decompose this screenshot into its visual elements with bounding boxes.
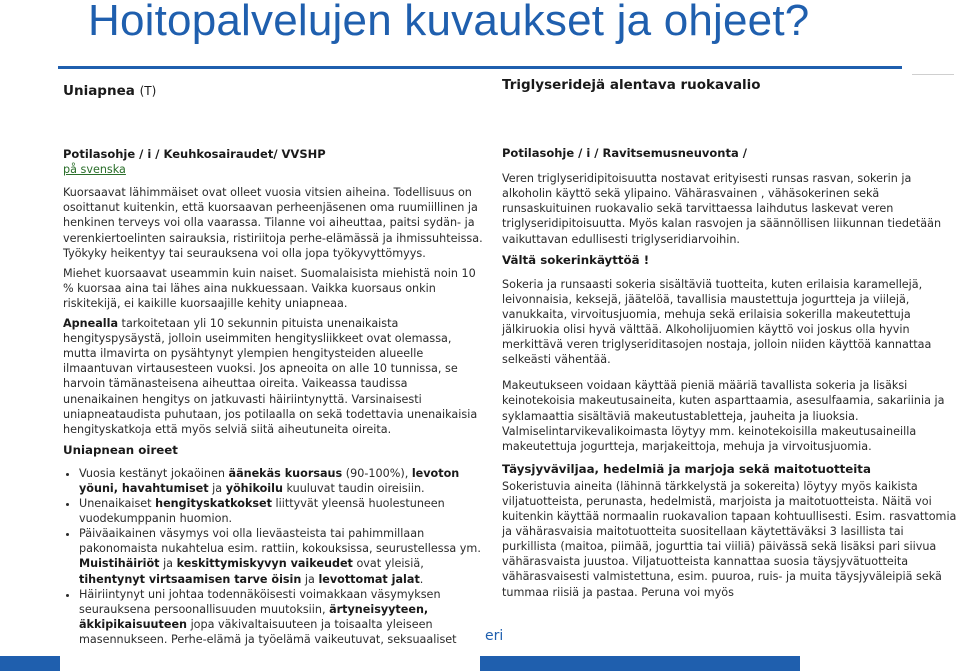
emphasis: levoton yöuni, havahtumiset <box>79 466 460 495</box>
list-item <box>79 526 483 586</box>
emphasis: tihentynyt virtsaamisen tarve öisin <box>79 572 302 586</box>
left-heading <box>63 84 483 99</box>
sugar-heading: Vältä sokerinkäyttöä ! <box>502 252 650 267</box>
text: ja <box>301 572 319 586</box>
right-para-3: Makeutukseen voidaan käyttää pieniä määriä tavallista sokeria ja lisäksi keinotekoisia makeutusaineita, kuten asparttaamia, asesulfaamia, sakariinia ja syklamaattia sisältäviä makeutustabletteja, jauheita ja liuoksia. Valmiselintarvikevalikoimasta löytyy mm. keinotekoisilla makeutusaineilla makeutettuja jogurtteja, marjakeittoja, mehuja ja virvoitusjuomia. <box>502 379 945 453</box>
left-para-1: Kuorsaavat lähimmäiset ovat olleet vuosia vitsien aiheina. Todellisuus on osoittanut kuitenkin, että kuorsaavan perheenjäsenen oma ruumiillinen ja henkinen terveys voi olla vaarassa. Tilanne voi aiheuttaa, paitsi sydän- ja verenkiertoelinten sairauksia, ristiriitoja perhe-elämässä ja ihmissuhteissa. Työkyky heikentyy tai seurauksena voi olla jopa työkyvyttömyys. <box>63 186 483 260</box>
title-underline <box>58 66 902 69</box>
text: kuuluvat taudin oireisiin. <box>282 481 425 495</box>
text: ovat yleisiä, <box>352 557 424 571</box>
text: ja <box>208 481 226 495</box>
text: (90-100%), <box>342 466 412 480</box>
left-para-3 <box>63 316 483 437</box>
text: Unenaikaiset <box>79 497 156 511</box>
right-breadcrumb: Potilasohje / i / Ravitsemusneuvonta / <box>502 146 747 161</box>
left-para-3-text: tarkoitetaan yli 10 sekunnin pituista unenaikaista hengityspysäystä, jolloin useimmiten hengitysliikkeet ovat olemassa, mutta ilmavirta on pysähtynyt ylempien hengitysteiden alueelle ilmaantuvan virtausesteen vuoksi. Jos apneoita on alle 10 tunnissa, se harvoin tämänasteisena aiheuttaa oireita. Vaikeassa taudissa unenaikainen hengitys on jatkuvasti häiriintynyttä. Varsinaisesti uniapneataudista puhutaan, jos potilaalla on sekä todettavia unenaikaisia hengityskatkoja että myös selviä siitä aiheutuneita oireita. <box>63 317 478 436</box>
text: Häiriintynyt uni johtaa todennäköisesti voimakkaan väsymyksen seurauksena persoonallisuuden muutoksiin, <box>79 587 441 616</box>
left-heading-tag: (T) <box>139 84 157 98</box>
emphasis: ärtyneisyyteen, äkkipikaisuuteen <box>79 602 429 631</box>
list-item <box>79 466 483 496</box>
emphasis: Muistihäiriöt <box>79 557 160 571</box>
apnea-term: Apnealla <box>63 317 118 331</box>
right-document <box>502 78 958 600</box>
list-item <box>79 587 483 647</box>
right-heading: Triglyseridejä alentava ruokavalio <box>502 77 761 93</box>
text: Päiväaikainen väsymys voi olla lieväasteista tai pahimmillaan pakonomaista nukahtelua esim. rattiin, kokouksissa, seurustellessa ym. <box>79 527 481 556</box>
emphasis: keskittymiskyvyn vaikeudet <box>176 557 353 571</box>
text: . <box>419 572 424 586</box>
footer-fragment: eri <box>485 628 504 644</box>
symptoms-heading: Uniapnean oireet <box>63 442 178 457</box>
left-breadcrumb: Potilasohje / i / Keuhkosairaudet/ VVSHP <box>63 147 326 162</box>
emphasis: yöhikoilu <box>225 481 283 495</box>
symptoms-list <box>63 466 483 647</box>
bottom-bar-left <box>0 656 60 671</box>
right-para-1: Veren triglyseridipitoisuutta nostavat erityisesti runsas rasvan, sokerin ja alkoholin käyttö sekä ylipaino. Vähärasvainen , vähäsokerinen sekä runsaskuituinen ruokavalio sekä tarvittaessa laihdutus laskevat veren triglyseridipitoisuutta. Myös kalan rasvojen ja säännöllisen liikunnan tiedetään vaikuttavan edullisesti triglyseridiarvoihin. <box>502 172 942 246</box>
left-para-2: Miehet kuorsaavat useammin kuin naiset. Suomalaisista miehistä noin 10 % kuorsaa aina tai lähes aina nukkuessaan. Vaikka kuorsaus onkin riskitekijä, ei kaikille kuorsaajille kehity uniapneaa. <box>63 266 476 310</box>
emphasis: levottomat jalat <box>318 572 420 586</box>
left-document <box>63 80 483 647</box>
emphasis: hengityskatkokset <box>155 497 272 511</box>
text: liittyvät yleensä huolestuneen vuodekumppanin huomion. <box>79 497 445 526</box>
text: ja <box>159 557 177 571</box>
slide-title: Hoitopalvelujen kuvaukset ja ohjeet? <box>88 0 810 45</box>
swedish-link[interactable]: på svenska <box>63 163 126 177</box>
emphasis: äänekäs kuorsaus <box>228 466 343 480</box>
left-heading-text: Uniapnea <box>63 83 135 99</box>
divider <box>912 74 954 75</box>
text: Vuosia kestänyt jokaöinen <box>79 466 229 480</box>
right-para-4: Sokeristuvia aineita (lähinnä tärkkelystä ja sokereita) löytyy myös kaikista viljatuotteista, perunasta, hedelmistä, marjoista ja maitotuotteista. Näitä voi kuitenkin käyttää normaalin ruokavalion tapaan kohtuullisesti. Esim. rasvattomia ja vähärasvaisia maitotuotteita suositellaan käytettäväksi 3 lasillista tai purkillista (maitoa, piimää, jogurttia tai viiliä) päivässä sekä lisäksi pari siivua vähärasvaista juustoa. Viljatuotteista kannattaa suosia täysjyvätuotteita vähärasvaisesti valmistettuna, esim. puuroa, ruis- ja muita täysjyväleipiä sekä tummaa riisiä ja pastaa. Peruna voi myös <box>502 479 957 599</box>
text: jopa väkivaltaisuuteen ja toisaalta yleiseen masennukseen. Perhe-elämä ja työelämä vaikeutuvat, seksuaaliset <box>79 617 457 646</box>
bottom-bar-center <box>480 656 800 671</box>
right-para-2: Sokeria ja runsaasti sokeria sisältäviä tuotteita, kuten erilaisia karamellejä, leivonnaisia, keksejä, jäätelöä, tavallisia maustettuja jogurtteja ja viilejä, vanukkaita, virvoitusjuomia, mehuja sekä erilaisia sokerilla makeutettuja jälkiruokia olisi hyvä välttää. Alkoholijuomien käyttö voi joskus olla hyvin merkittävä veren triglyseriditasojen nostaja, jolloin niiden käyttöä kannattaa selkeästi vähentää. <box>502 277 932 367</box>
wholegrain-heading: Täysjyväviljaa, hedelmiä ja marjoja sekä maitotuotteita <box>502 461 871 476</box>
list-item <box>79 496 483 526</box>
